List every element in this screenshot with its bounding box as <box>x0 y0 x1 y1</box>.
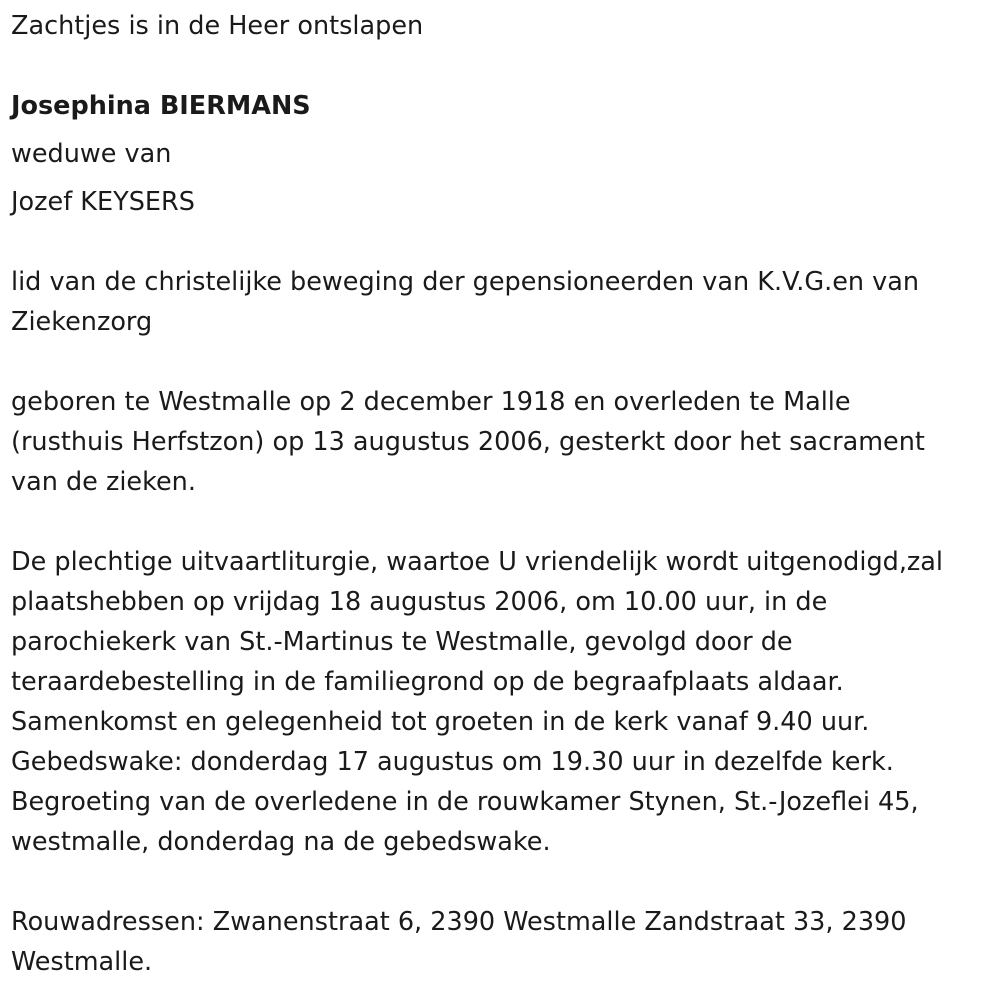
funeral-line: De plechtige uitvaartliturgie, waartoe U vriendelijk wordt uitgenodigd,zal <box>11 547 944 577</box>
birth-death-paragraph <box>11 382 986 502</box>
funeral-line: westmalle, donderdag na de gebedswake. <box>11 827 551 857</box>
deceased-name: Josephina BIERMANS <box>11 91 311 121</box>
funeral-line: parochiekerk van St.-Martinus te Westmalle, gevolgd door de <box>11 627 793 657</box>
birth-death-line: van de zieken. <box>11 467 196 497</box>
address-paragraph <box>11 902 986 982</box>
funeral-paragraph <box>11 542 986 862</box>
address-line: Westmalle. <box>11 947 153 977</box>
membership-line: lid van de christelijke beweging der gepensioneerden van K.V.G.en van <box>11 267 920 297</box>
membership-line: Ziekenzorg <box>11 307 153 337</box>
birth-death-line: geboren te Westmalle op 2 december 1918 en overleden te Malle <box>11 387 851 417</box>
spouse-name: Jozef KEYSERS <box>11 187 195 217</box>
funeral-line: Samenkomst en gelegenheid tot groeten in de kerk vanaf 9.40 uur. <box>11 707 870 737</box>
funeral-line: Gebedswake: donderdag 17 augustus om 19.30 uur in dezelfde kerk. <box>11 747 894 777</box>
funeral-line: plaatshebben op vrijdag 18 augustus 2006, om 10.00 uur, in de <box>11 587 828 617</box>
membership-paragraph <box>11 262 986 342</box>
widow-of-label: weduwe van <box>11 139 172 169</box>
funeral-line: Begroeting van de overledene in de rouwkamer Stynen, St.-Jozeflei 45, <box>11 787 919 817</box>
funeral-line: teraardebestelling in de familiegrond op de begraafplaats aldaar. <box>11 667 844 697</box>
address-line: Rouwadressen: Zwanenstraat 6, 2390 Westmalle Zandstraat 33, 2390 <box>11 907 907 937</box>
intro-text: Zachtjes is in de Heer ontslapen <box>11 11 424 41</box>
birth-death-line: (rusthuis Herfstzon) op 13 augustus 2006, gesterkt door het sacrament <box>11 427 925 457</box>
